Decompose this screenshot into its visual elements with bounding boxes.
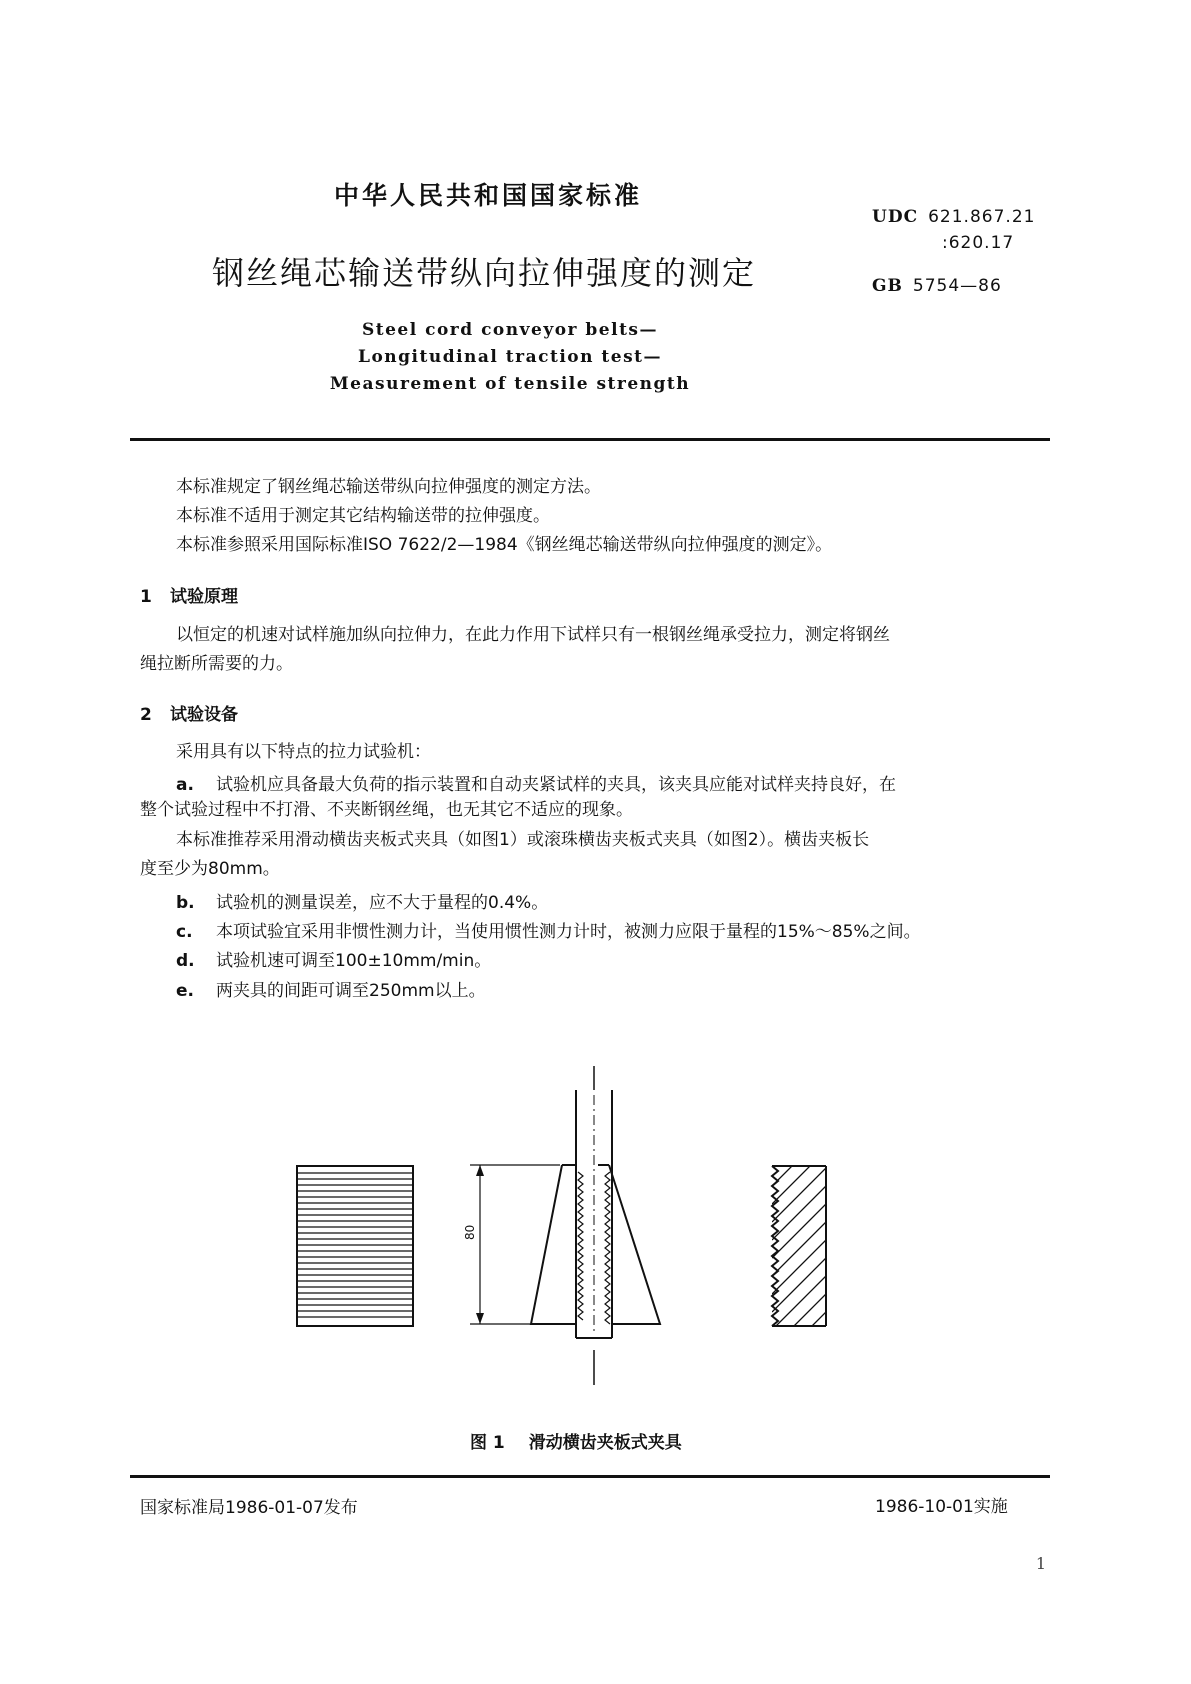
page-number: 1 bbox=[1035, 1554, 1046, 1573]
item-b-text: 试验机的测量误差，应不大于量程的0.4%。 bbox=[216, 893, 549, 913]
side-teeth bbox=[772, 1166, 778, 1326]
dimension-label: 80 bbox=[463, 1224, 477, 1240]
issued-date: 国家标准局1986-01-07发布 bbox=[140, 1498, 358, 1518]
intro-line-3: 本标准参照采用国际标准ISO 7622/2—1984《钢丝绳芯输送带纵向拉伸强度的测定》。 bbox=[176, 535, 833, 555]
section-2-title: 试验设备 bbox=[170, 705, 238, 725]
figure-1-number: 图 1 bbox=[470, 1433, 505, 1453]
title-en-line-1: Steel cord conveyor belts— bbox=[361, 320, 658, 340]
section-1-title: 试验原理 bbox=[170, 587, 238, 607]
clamp-plate-front-view bbox=[297, 1166, 413, 1326]
item-a-label: a. bbox=[176, 775, 194, 795]
title-en-line-3: Measurement of tensile strength bbox=[329, 374, 691, 394]
udc-label: UDC bbox=[872, 207, 919, 227]
country-standard-heading: 中华人民共和国国家标准 bbox=[334, 181, 643, 210]
title-en-line-2: Longitudinal traction test— bbox=[358, 347, 662, 367]
item-a-text: 试验机应具备最大负荷的指示装置和自动夹紧试样的夹具，该夹具应能对试样夹持良好，在 bbox=[216, 775, 896, 795]
intro-line-2: 本标准不适用于测定其它结构输送带的拉伸强度。 bbox=[176, 506, 550, 526]
item-e-label: e. bbox=[176, 981, 194, 1001]
tapered-clamp-section bbox=[531, 1066, 660, 1385]
clamp-side-profile bbox=[772, 1132, 826, 1384]
section-1-number: 1 bbox=[140, 587, 152, 607]
section-1-body-line-1: 以恒定的机速对试样施加纵向拉伸力，在此力作用下试样只有一根钢丝绳承受拉力，测定将钢丝 bbox=[176, 625, 890, 645]
udc-value-2: :620.17 bbox=[942, 233, 1015, 253]
item-d-label: d. bbox=[176, 951, 195, 971]
item-e-text: 两夹具的间距可调至250mm以上。 bbox=[216, 981, 486, 1001]
section-2-number: 2 bbox=[140, 705, 152, 725]
gb-value: 5754—86 bbox=[912, 276, 1002, 296]
figure-1-caption bbox=[470, 1428, 682, 1453]
figure-1-title: 滑动横齿夹板式夹具 bbox=[528, 1433, 682, 1453]
plate-tooth-lines bbox=[297, 1173, 413, 1317]
section-2-lead: 采用具有以下特点的拉力试验机： bbox=[176, 742, 431, 762]
recommend-line-2: 度至少为80mm。 bbox=[140, 859, 280, 879]
item-d-text: 试验机速可调至100±10mm/min。 bbox=[216, 951, 492, 971]
gb-label: GB bbox=[872, 276, 903, 296]
document-title-cn: 钢丝绳芯输送带纵向拉伸强度的测定 bbox=[212, 254, 757, 292]
right-jaw-teeth bbox=[605, 1172, 610, 1324]
recommend-line-1: 本标准推荐采用滑动横齿夹板式夹具（如图1）或滚珠横齿夹板式夹具（如图2）。横齿夹板长 bbox=[176, 830, 870, 850]
left-jaw-teeth bbox=[578, 1172, 583, 1320]
effective-date: 1986-10-01实施 bbox=[875, 1497, 1008, 1517]
intro-line-1: 本标准规定了钢丝绳芯输送带纵向拉伸强度的测定方法。 bbox=[176, 477, 601, 497]
section-1-body-line-2: 绳拉断所需要的力。 bbox=[140, 654, 293, 674]
udc-value-1: 621.867.21 bbox=[928, 207, 1036, 227]
footer-divider bbox=[130, 1475, 1050, 1478]
item-a-line-2: 整个试验过程中不打滑、不夹断钢丝绳，也无其它不适应的现象。 bbox=[140, 800, 633, 820]
item-c-label: c. bbox=[176, 922, 193, 942]
item-b-label: b. bbox=[176, 893, 195, 913]
item-c-text: 本项试验宜采用非惯性测力计，当使用惯性测力计时，被测力应限于量程的15%～85%之间。 bbox=[216, 922, 921, 942]
